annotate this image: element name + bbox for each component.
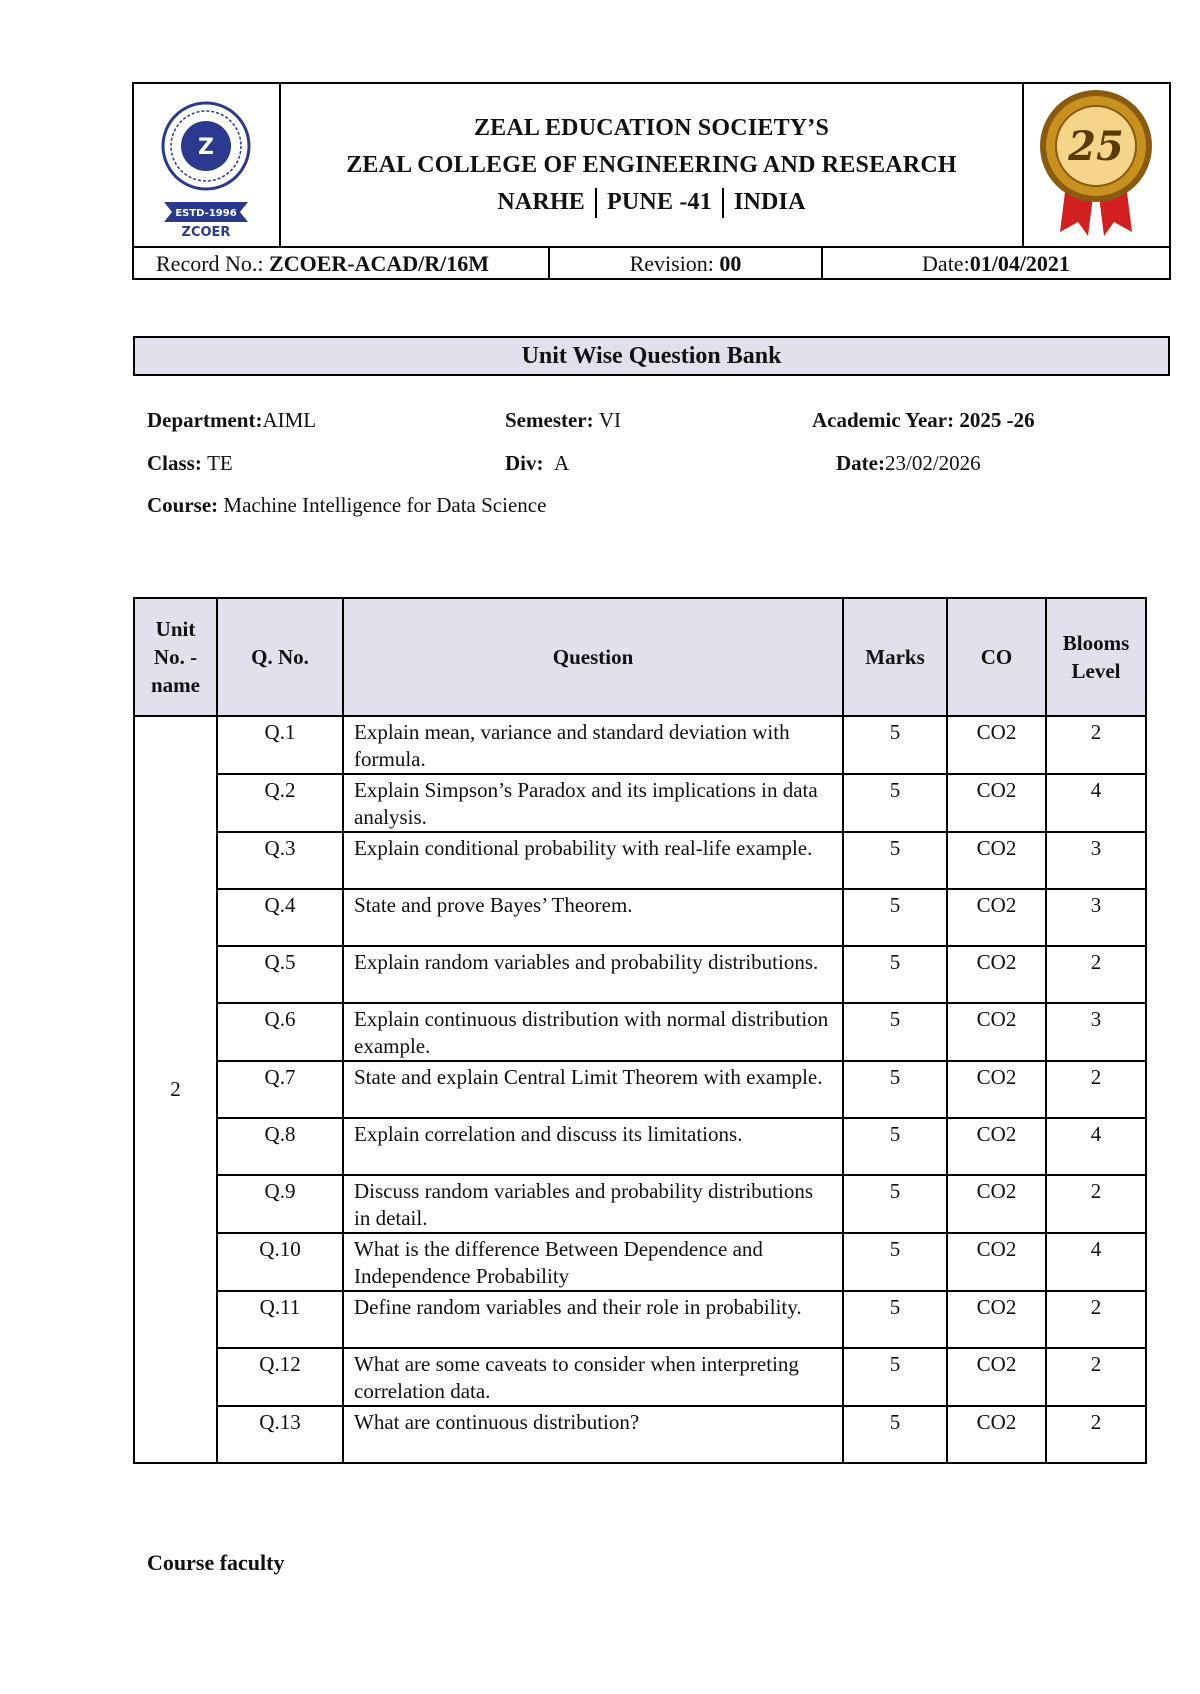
co-cell: CO2 [947,946,1046,1003]
semester-value: VI [598,408,622,432]
co-cell: CO2 [947,1348,1046,1406]
date-field [836,451,981,476]
marks-cell: 5 [843,1175,947,1233]
co-cell: CO2 [947,1233,1046,1291]
college-location [281,184,1022,221]
department-field [147,408,316,433]
question-text-cell: Explain conditional probability with real-life example. [343,832,843,889]
question-text-cell: Discuss random variables and probability distributions in detail. [343,1175,843,1233]
college-logo [134,84,277,242]
badge-number: 25 [1068,123,1124,170]
co-cell: CO2 [947,1118,1046,1175]
course-faculty-label: Course faculty [147,1550,285,1575]
marks-cell: 5 [843,832,947,889]
blooms-level-cell: 3 [1046,832,1146,889]
record-value: ZCOER-ACAD/R/16M [269,251,490,276]
marks-cell: 5 [843,1233,947,1291]
table-row [134,716,1146,774]
blooms-level-cell: 2 [1046,1175,1146,1233]
logo-estd-text: ESTD-1996 [175,208,237,219]
table-header-row [134,598,1146,716]
marks-cell: 5 [843,716,947,774]
question-number-cell: Q.5 [217,946,343,1003]
class-field [147,451,233,476]
question-text-cell: State and prove Bayes’ Theorem. [343,889,843,946]
marks-cell: 5 [843,774,947,832]
date-value: 23/02/2026 [884,451,981,475]
table-row [134,889,1146,946]
svg-text:Z: Z [198,135,214,160]
date-label: Date: [836,451,885,475]
co-cell: CO2 [947,774,1046,832]
blooms-level-cell: 3 [1046,1003,1146,1061]
blooms-level-cell: 3 [1046,889,1146,946]
column-header-blooms-level: Blooms Level [1046,598,1146,716]
course-field [147,493,546,518]
record-date-label: Date: [922,251,970,276]
blooms-level-cell: 2 [1046,946,1146,1003]
div-label: Div: [505,451,544,475]
blooms-level-cell: 4 [1046,1118,1146,1175]
column-header-unit: Unit No. - name [134,598,217,716]
academic-year-value: 2025 -26 [959,408,1035,432]
co-cell: CO2 [947,1175,1046,1233]
location-india: INDIA [733,189,806,215]
course-label: Course: [147,493,219,517]
table-body [134,716,1146,1463]
blooms-level-cell: 2 [1046,716,1146,774]
table-row [134,1348,1146,1406]
location-pune: PUNE -41 [607,189,712,215]
table-row [134,1291,1146,1348]
co-cell: CO2 [947,1291,1046,1348]
div-value: A [554,451,570,475]
logo-text: ZCOER [181,225,231,240]
table-row [134,1233,1146,1291]
co-cell: CO2 [947,1061,1046,1118]
co-cell: CO2 [947,716,1046,774]
div-field [505,451,569,476]
question-text-cell: What are continuous distribution? [343,1406,843,1463]
record-date-cell [823,248,1169,280]
question-text-cell: Explain mean, variance and standard deviation with formula. [343,716,843,774]
question-text-cell: What is the difference Between Dependence and Independence Probability [343,1233,843,1291]
question-number-cell: Q.13 [217,1406,343,1463]
blooms-level-cell: 4 [1046,774,1146,832]
marks-cell: 5 [843,946,947,1003]
column-header-question: Question [343,598,843,716]
academic-year-label: Academic Year: [812,408,955,432]
location-narhe: NARHE [497,189,586,215]
table-row [134,946,1146,1003]
co-cell: CO2 [947,889,1046,946]
table-row [134,1406,1146,1463]
question-text-cell: What are some caveats to consider when interpreting correlation data. [343,1348,843,1406]
question-number-cell: Q.12 [217,1348,343,1406]
question-number-cell: Q.10 [217,1233,343,1291]
revision-cell [550,248,823,280]
column-header-qno: Q. No. [217,598,343,716]
question-number-cell: Q.11 [217,1291,343,1348]
academic-year-field [812,408,1035,433]
department-value: AIML [262,408,317,432]
blooms-level-cell: 4 [1046,1233,1146,1291]
table-row [134,1118,1146,1175]
question-text-cell: Explain random variables and probability distributions. [343,946,843,1003]
anniversary-badge [1024,84,1167,242]
blooms-level-cell: 2 [1046,1406,1146,1463]
question-text-cell: State and explain Central Limit Theorem with example. [343,1061,843,1118]
co-cell: CO2 [947,1003,1046,1061]
revision-value: 00 [719,251,742,276]
record-date-value: 01/04/2021 [969,251,1070,276]
logo-cell [134,84,281,246]
society-name: ZEAL EDUCATION SOCIETY’S [473,115,830,141]
separator [722,188,724,218]
question-bank-table [133,597,1147,1464]
semester-field [505,408,621,433]
question-text-cell: Explain continuous distribution with normal distribution example. [343,1003,843,1061]
blooms-level-cell: 2 [1046,1291,1146,1348]
course-value: Machine Intelligence for Data Science [223,493,547,517]
marks-cell: 5 [843,889,947,946]
question-text-cell: Define random variables and their role in probability. [343,1291,843,1348]
marks-cell: 5 [843,1003,947,1061]
marks-cell: 5 [843,1406,947,1463]
unit-cell: 2 [134,716,217,1463]
table-row [134,832,1146,889]
college-name: ZEAL COLLEGE OF ENGINEERING AND RESEARCH [346,152,957,178]
blooms-level-cell: 2 [1046,1348,1146,1406]
separator [595,188,597,218]
question-number-cell: Q.3 [217,832,343,889]
question-text-cell: Explain correlation and discuss its limitations. [343,1118,843,1175]
document-title: Unit Wise Question Bank [133,336,1170,376]
record-number-cell [134,248,550,280]
class-value: TE [207,451,233,475]
question-text-cell: Explain Simpson’s Paradox and its implications in data analysis. [343,774,843,832]
column-header-marks: Marks [843,598,947,716]
question-number-cell: Q.6 [217,1003,343,1061]
table-row [134,774,1146,832]
co-cell: CO2 [947,832,1046,889]
question-number-cell: Q.1 [217,716,343,774]
record-label: Record No.: [156,251,264,276]
class-label: Class: [147,451,202,475]
co-cell: CO2 [947,1406,1046,1463]
semester-label: Semester: [505,408,594,432]
question-number-cell: Q.7 [217,1061,343,1118]
question-number-cell: Q.2 [217,774,343,832]
column-header-co: CO [947,598,1046,716]
institution-title [281,84,1022,246]
marks-cell: 5 [843,1061,947,1118]
table-row [134,1061,1146,1118]
question-number-cell: Q.9 [217,1175,343,1233]
question-number-cell: Q.8 [217,1118,343,1175]
table-row [134,1003,1146,1061]
marks-cell: 5 [843,1348,947,1406]
marks-cell: 5 [843,1118,947,1175]
record-row [134,246,1169,280]
document-header [132,82,1171,280]
question-number-cell: Q.4 [217,889,343,946]
blooms-level-cell: 2 [1046,1061,1146,1118]
badge-cell [1022,84,1169,246]
table-row [134,1175,1146,1233]
department-label: Department: [147,408,263,432]
revision-label: Revision: [629,251,714,276]
marks-cell: 5 [843,1291,947,1348]
